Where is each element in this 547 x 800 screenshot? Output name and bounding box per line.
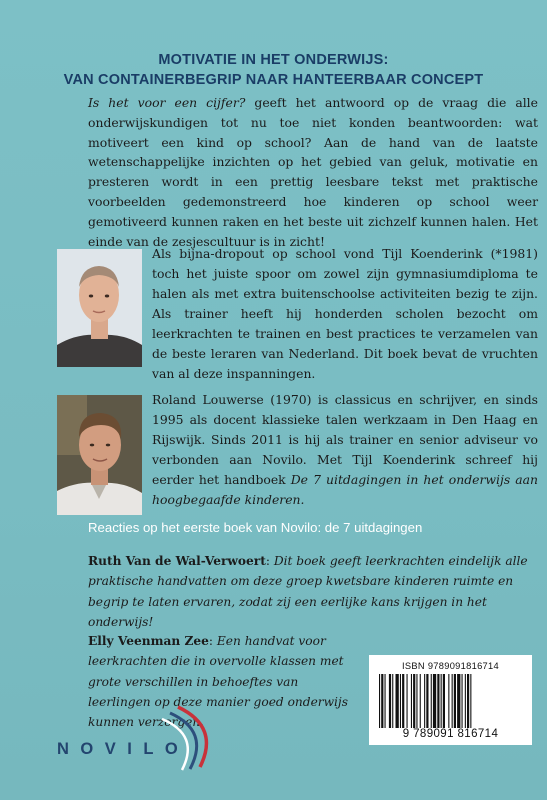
author-photo-roland [57, 395, 142, 515]
barcode-bar [457, 674, 460, 728]
barcode-bar [426, 674, 428, 728]
barcode-bar [437, 674, 439, 728]
isbn-barcode [369, 655, 532, 745]
intro-body: geeft het antwoord op de vraag die alle onderwijskundigen tot nu toe niet konden beantwoorden: wat motiveert een kind op school? Aan de hand van de laatste wetenschappelijke inzichten op het gebied van geluk, motivatie en presteren wordt in een prettig leesbare tekst met praktische voorbeelden gedemonstreerd hoe kinderen op school weer gemotiveerd kunnen raken en het beste uit zichzelf kunnen halen. Het einde van de zesjescultuur is in zicht! [88, 95, 538, 249]
barcode-bar [462, 674, 463, 728]
barcode-bar [431, 674, 432, 728]
barcode-bar [385, 674, 386, 728]
cover-title [0, 50, 547, 90]
barcode-bar [392, 674, 393, 728]
barcode-bar [400, 674, 401, 728]
barcode-bar [413, 674, 415, 728]
barcode-bar [416, 674, 417, 728]
quote-author-name: Elly Veenman Zee [88, 634, 209, 648]
barcode-bar [443, 674, 445, 728]
barcode-bar [396, 674, 399, 728]
barcode-bar [467, 674, 469, 728]
barcode-bar [381, 674, 383, 728]
barcode-bar [465, 674, 466, 728]
isbn-digits: 9 789091 816714 [402, 728, 499, 740]
intro-lead: Is het voor een cijfer? [88, 95, 246, 110]
author-bio-roland [152, 390, 538, 510]
barcode-bar [420, 674, 421, 728]
novilo-logo-text: NOVILO [57, 740, 190, 758]
author-photo-tijl [57, 249, 142, 367]
barcode-bar [402, 674, 404, 728]
author-bio-roland-text: Roland Louwerse (1970) is classicus en schrijver, en sinds 1995 als docent klassieke talen werkzaam in Den Haag en Rijswijk. Sinds 2011 is hij als trainer en senior adviseur vo verbonden aan Novilo. Met Tijl Koenderink schreef hij eerder het handboek [152, 392, 538, 487]
barcode-bar [470, 674, 471, 728]
novilo-logo-swoosh-icon [50, 697, 210, 772]
barcode-bar [448, 674, 449, 728]
barcode-bar [411, 674, 412, 728]
barcode-bar [454, 674, 456, 728]
reaction-quote-elly: Elly Veenman Zee: Een handvat voor leerkrachten die in overvolle klassen met grote verschillen in behoeftes van leerlingen op deze manier goed onderwijs kunnen verzorgen. [88, 634, 348, 730]
title-line-2: VAN CONTAINERBEGRIP NAAR HANTEERBAAR CONCEPT [63, 72, 484, 88]
barcode-bar [424, 674, 425, 728]
title-line-1: MOTIVATIE IN HET ONDERWIJS: [158, 52, 389, 68]
barcode-bar [389, 674, 391, 728]
barcode-bars [377, 674, 524, 728]
book-title-7-uitdagingen: De 7 uitdagingen in het onderwijs aan hoogbegaafde kinderen. [152, 472, 538, 507]
intro-paragraph [88, 93, 538, 251]
author-bio-tijl: Als bijna-dropout op school vond Tijl Koenderink (*1981) toch het juiste spoor om zowel zijn gymnasiumdiploma te halen als met extra buitenschoolse activiteiten bezig te zijn. Als trainer heeft hij honderden scholen bezocht om leerkrachten te trainen en best practices te verzamelen van de beste leraren van Nederland. Dit boek bevat de vruchten van al deze inspanningen. [152, 246, 538, 381]
barcode-bar [407, 674, 408, 728]
barcode-bar [379, 674, 380, 728]
barcode-bar [433, 674, 436, 728]
quote-text: Dit boek geeft leerkrachten eindelijk alle praktische handvatten om deze groep kwetsbare kinderen ruimte en begrip te laten ervaren, zodat zij een eerlijke kans krijgen in het onderwijs! [88, 554, 528, 629]
reactions-heading: Reacties op het eerste boek van Novilo: de 7 uitdagingen [88, 520, 423, 535]
barcode-bar [441, 674, 442, 728]
reaction-quote-ruth: Ruth Van de Wal-Verwoert: Dit boek geeft leerkrachten eindelijk alle praktische handvatten om deze groep kwetsbare kinderen ruimte en begrip te laten ervaren, zodat zij een eerlijke kans krijgen in het onderwijs! [88, 554, 528, 629]
isbn-label: ISBN 9789091816714 [402, 661, 499, 671]
barcode-bar [452, 674, 453, 728]
quote-text: Een handvat voor leerkrachten die in overvolle klassen met grote verschillen in behoeftes van leerlingen op deze manier goed onderwijs kunnen verzorgen. [88, 634, 348, 730]
quote-author-name: Ruth Van de Wal-Verwoert [88, 554, 266, 568]
